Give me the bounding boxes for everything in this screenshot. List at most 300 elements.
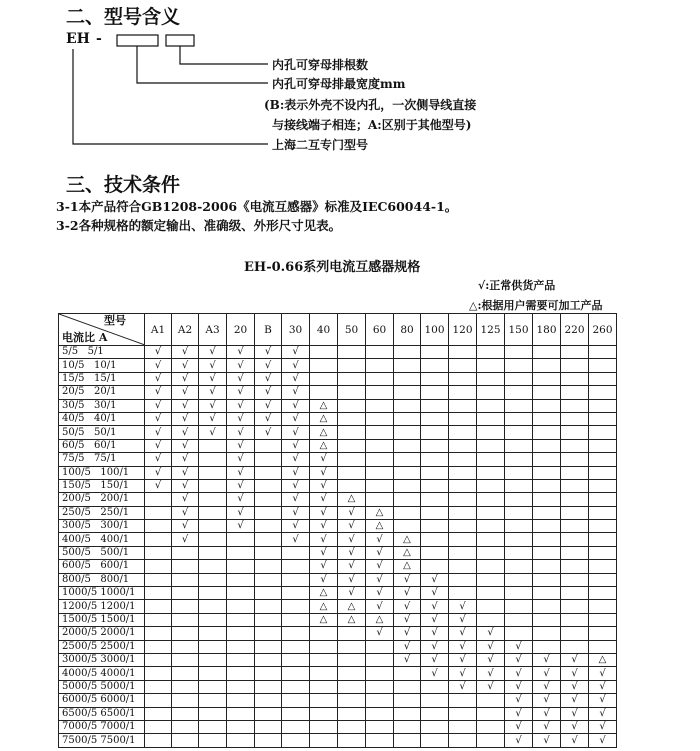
ratio-cell: 1500/5 1500/1: [59, 613, 145, 626]
ratio-cell: 200/5 200/1: [59, 493, 145, 506]
availability-cell: [449, 587, 477, 600]
ratio-cell: 300/5 300/1: [59, 520, 145, 533]
availability-cell: [366, 399, 394, 412]
availability-cell: √: [338, 587, 366, 600]
specification-table: [58, 313, 617, 748]
availability-cell: [199, 694, 227, 707]
model-code-prefix: EH: [66, 31, 90, 47]
availability-cell: [199, 600, 227, 613]
availability-cell: √: [282, 439, 310, 452]
availability-cell: √: [282, 466, 310, 479]
availability-cell: √: [505, 694, 533, 707]
availability-cell: √: [449, 613, 477, 626]
ratio-cell: 6000/5 6000/1: [59, 694, 145, 707]
availability-cell: [533, 439, 561, 452]
availability-cell: [589, 506, 617, 519]
ratio-cell: 5000/5 5000/1: [59, 680, 145, 693]
availability-cell: √: [449, 640, 477, 653]
availability-cell: [394, 493, 421, 506]
availability-cell: [505, 560, 533, 573]
availability-cell: √: [172, 533, 199, 546]
availability-cell: [282, 734, 310, 747]
availability-cell: △: [366, 520, 394, 533]
availability-cell: [366, 720, 394, 733]
availability-cell: √: [145, 386, 172, 399]
availability-cell: [255, 694, 282, 707]
availability-cell: √: [505, 720, 533, 733]
availability-cell: √: [505, 667, 533, 680]
availability-cell: [338, 372, 366, 385]
table-row: [59, 640, 617, 653]
availability-cell: [227, 667, 255, 680]
availability-cell: [310, 707, 338, 720]
table-row: [59, 426, 617, 439]
ratio-cell: 400/5 400/1: [59, 533, 145, 546]
table-row: [59, 587, 617, 600]
section-2-title: 二、型号含义: [66, 6, 181, 28]
availability-cell: [421, 399, 449, 412]
availability-cell: √: [366, 587, 394, 600]
availability-cell: [366, 386, 394, 399]
availability-cell: [505, 399, 533, 412]
availability-cell: [421, 372, 449, 385]
availability-cell: [421, 720, 449, 733]
column-header: 125: [477, 314, 505, 346]
availability-cell: [449, 386, 477, 399]
availability-cell: √: [227, 372, 255, 385]
availability-cell: √: [227, 359, 255, 372]
availability-cell: [505, 506, 533, 519]
table-row: [59, 493, 617, 506]
availability-cell: √: [282, 506, 310, 519]
availability-cell: [145, 653, 172, 666]
availability-cell: √: [145, 399, 172, 412]
availability-cell: [282, 627, 310, 640]
availability-cell: √: [561, 720, 589, 733]
availability-cell: √: [449, 680, 477, 693]
availability-cell: √: [561, 680, 589, 693]
availability-cell: √: [589, 667, 617, 680]
availability-cell: √: [145, 346, 172, 359]
availability-cell: [533, 386, 561, 399]
availability-cell: [477, 426, 505, 439]
availability-cell: √: [227, 346, 255, 359]
availability-cell: [561, 506, 589, 519]
availability-cell: [589, 600, 617, 613]
availability-cell: √: [589, 734, 617, 747]
availability-cell: [477, 346, 505, 359]
availability-cell: [199, 466, 227, 479]
availability-cell: [477, 694, 505, 707]
availability-cell: [282, 653, 310, 666]
availability-cell: √: [227, 506, 255, 519]
availability-cell: [533, 346, 561, 359]
availability-cell: √: [421, 640, 449, 653]
availability-cell: √: [366, 600, 394, 613]
availability-cell: [199, 613, 227, 626]
availability-cell: √: [227, 493, 255, 506]
availability-cell: [561, 613, 589, 626]
availability-cell: [366, 707, 394, 720]
availability-cell: △: [310, 587, 338, 600]
table-row: [59, 720, 617, 733]
availability-cell: √: [561, 694, 589, 707]
availability-cell: [338, 707, 366, 720]
ratio-cell: 15/5 15/1: [59, 372, 145, 385]
column-header: 100: [421, 314, 449, 346]
availability-cell: [394, 346, 421, 359]
availability-cell: [394, 412, 421, 425]
availability-cell: [227, 560, 255, 573]
availability-cell: [338, 453, 366, 466]
availability-cell: [366, 694, 394, 707]
availability-cell: [477, 573, 505, 586]
availability-cell: [505, 453, 533, 466]
availability-cell: [255, 479, 282, 492]
availability-cell: △: [589, 653, 617, 666]
availability-cell: [533, 627, 561, 640]
availability-cell: √: [255, 412, 282, 425]
availability-cell: [199, 479, 227, 492]
availability-cell: [172, 667, 199, 680]
availability-cell: [533, 453, 561, 466]
availability-cell: [366, 453, 394, 466]
availability-cell: [282, 560, 310, 573]
availability-cell: [477, 479, 505, 492]
column-header: 50: [338, 314, 366, 346]
availability-cell: [589, 386, 617, 399]
availability-cell: √: [227, 412, 255, 425]
table-row: [59, 439, 617, 452]
availability-cell: √: [421, 587, 449, 600]
availability-cell: √: [310, 466, 338, 479]
availability-cell: √: [561, 667, 589, 680]
availability-cell: [561, 560, 589, 573]
availability-cell: [589, 573, 617, 586]
availability-cell: [172, 734, 199, 747]
legend-custom: △:根据用户需要可加工产品: [469, 299, 603, 312]
availability-cell: [533, 359, 561, 372]
availability-cell: [421, 359, 449, 372]
ratio-cell: 2000/5 2000/1: [59, 627, 145, 640]
availability-cell: √: [172, 412, 199, 425]
availability-cell: [421, 546, 449, 559]
ratio-cell: 4000/5 4000/1: [59, 667, 145, 680]
column-header: 120: [449, 314, 477, 346]
availability-cell: [338, 466, 366, 479]
corner-label-model: 型号: [104, 314, 126, 327]
availability-cell: [366, 439, 394, 452]
availability-cell: [449, 560, 477, 573]
ratio-cell: 10/5 10/1: [59, 359, 145, 372]
availability-cell: △: [310, 613, 338, 626]
column-header: A3: [199, 314, 227, 346]
availability-cell: [449, 372, 477, 385]
table-row: [59, 533, 617, 546]
availability-cell: [477, 412, 505, 425]
availability-cell: √: [172, 386, 199, 399]
availability-cell: [310, 346, 338, 359]
table-row: [59, 546, 617, 559]
availability-cell: √: [255, 372, 282, 385]
availability-cell: √: [589, 694, 617, 707]
availability-cell: [227, 720, 255, 733]
availability-cell: [172, 680, 199, 693]
column-header: 260: [589, 314, 617, 346]
availability-cell: √: [227, 466, 255, 479]
availability-cell: √: [199, 412, 227, 425]
ratio-cell: 50/5 50/1: [59, 426, 145, 439]
availability-cell: [199, 453, 227, 466]
availability-cell: [338, 667, 366, 680]
ratio-cell: 5/5 5/1: [59, 346, 145, 359]
availability-cell: √: [282, 533, 310, 546]
availability-cell: √: [394, 640, 421, 653]
table-header-row: [59, 314, 617, 346]
availability-cell: [477, 506, 505, 519]
availability-cell: [533, 372, 561, 385]
availability-cell: √: [505, 640, 533, 653]
availability-cell: [199, 640, 227, 653]
availability-cell: [589, 493, 617, 506]
availability-cell: [282, 573, 310, 586]
availability-cell: [338, 359, 366, 372]
availability-cell: [255, 506, 282, 519]
availability-cell: [366, 667, 394, 680]
availability-cell: [394, 426, 421, 439]
availability-cell: √: [310, 533, 338, 546]
table-row: [59, 399, 617, 412]
availability-cell: √: [421, 600, 449, 613]
availability-cell: [561, 372, 589, 385]
ratio-cell: 6500/5 6500/1: [59, 707, 145, 720]
availability-cell: √: [172, 426, 199, 439]
availability-cell: [255, 613, 282, 626]
availability-cell: [394, 466, 421, 479]
corner-label-ratio: 电流比 A: [62, 331, 108, 344]
availability-cell: [505, 466, 533, 479]
availability-cell: √: [172, 346, 199, 359]
availability-cell: [449, 466, 477, 479]
availability-cell: [394, 439, 421, 452]
availability-cell: [145, 627, 172, 640]
availability-cell: [255, 533, 282, 546]
availability-cell: [255, 453, 282, 466]
availability-cell: [505, 600, 533, 613]
availability-cell: [477, 372, 505, 385]
availability-cell: √: [449, 667, 477, 680]
availability-cell: △: [338, 613, 366, 626]
availability-cell: [255, 707, 282, 720]
availability-cell: [282, 600, 310, 613]
availability-cell: √: [172, 466, 199, 479]
availability-cell: [172, 573, 199, 586]
availability-cell: [145, 734, 172, 747]
availability-cell: [199, 627, 227, 640]
availability-cell: [282, 707, 310, 720]
availability-cell: [533, 613, 561, 626]
availability-cell: [227, 680, 255, 693]
availability-cell: √: [145, 466, 172, 479]
availability-cell: √: [145, 453, 172, 466]
availability-cell: [505, 359, 533, 372]
availability-cell: [477, 533, 505, 546]
availability-cell: [394, 399, 421, 412]
ratio-cell: 250/5 250/1: [59, 506, 145, 519]
availability-cell: [199, 533, 227, 546]
availability-cell: [421, 560, 449, 573]
availability-cell: △: [394, 546, 421, 559]
availability-cell: [145, 587, 172, 600]
ratio-cell: 20/5 20/1: [59, 386, 145, 399]
availability-cell: [255, 640, 282, 653]
availability-cell: [477, 734, 505, 747]
availability-cell: √: [338, 506, 366, 519]
availability-cell: √: [227, 520, 255, 533]
availability-cell: [282, 587, 310, 600]
availability-cell: [172, 587, 199, 600]
availability-cell: [199, 680, 227, 693]
availability-cell: [505, 426, 533, 439]
legend-available: √:正常供货产品: [478, 279, 556, 292]
availability-cell: [505, 493, 533, 506]
availability-cell: [394, 479, 421, 492]
availability-cell: [172, 613, 199, 626]
availability-cell: [227, 600, 255, 613]
availability-cell: [505, 546, 533, 559]
availability-cell: [589, 466, 617, 479]
availability-cell: [366, 479, 394, 492]
availability-cell: [282, 694, 310, 707]
availability-cell: [449, 573, 477, 586]
availability-cell: [533, 600, 561, 613]
availability-cell: √: [394, 573, 421, 586]
availability-cell: [589, 372, 617, 385]
availability-cell: [199, 560, 227, 573]
availability-cell: [227, 640, 255, 653]
availability-cell: √: [533, 653, 561, 666]
availability-cell: △: [310, 412, 338, 425]
availability-cell: [145, 560, 172, 573]
availability-cell: √: [310, 479, 338, 492]
availability-cell: [310, 667, 338, 680]
availability-cell: [172, 653, 199, 666]
availability-cell: [477, 386, 505, 399]
availability-cell: [589, 640, 617, 653]
column-header: A1: [145, 314, 172, 346]
availability-cell: [561, 426, 589, 439]
availability-cell: [449, 439, 477, 452]
availability-cell: [533, 493, 561, 506]
availability-cell: [505, 346, 533, 359]
availability-cell: [589, 520, 617, 533]
availability-cell: [394, 707, 421, 720]
availability-cell: △: [310, 439, 338, 452]
availability-cell: √: [282, 520, 310, 533]
availability-cell: [199, 707, 227, 720]
availability-cell: √: [421, 653, 449, 666]
availability-cell: [282, 613, 310, 626]
availability-cell: [449, 359, 477, 372]
availability-cell: [561, 520, 589, 533]
availability-cell: [172, 627, 199, 640]
section-3-title: 三、技术条件: [66, 174, 181, 196]
table-row: [59, 653, 617, 666]
ratio-cell: 800/5 800/1: [59, 573, 145, 586]
availability-cell: √: [282, 412, 310, 425]
availability-cell: [477, 720, 505, 733]
availability-cell: [145, 680, 172, 693]
table-row: [59, 613, 617, 626]
availability-cell: [561, 386, 589, 399]
availability-cell: [477, 466, 505, 479]
availability-cell: √: [477, 667, 505, 680]
availability-cell: [449, 520, 477, 533]
availability-cell: √: [282, 386, 310, 399]
availability-cell: [449, 479, 477, 492]
availability-cell: √: [172, 479, 199, 492]
availability-cell: [172, 600, 199, 613]
availability-cell: √: [338, 520, 366, 533]
availability-cell: √: [227, 426, 255, 439]
availability-cell: √: [172, 372, 199, 385]
availability-cell: [255, 600, 282, 613]
availability-cell: √: [421, 667, 449, 680]
availability-cell: [505, 587, 533, 600]
availability-cell: [505, 573, 533, 586]
availability-cell: [421, 453, 449, 466]
availability-cell: [310, 720, 338, 733]
availability-cell: [255, 627, 282, 640]
table-row: [59, 560, 617, 573]
availability-cell: [421, 439, 449, 452]
availability-cell: [477, 560, 505, 573]
availability-cell: [449, 546, 477, 559]
availability-cell: [310, 627, 338, 640]
table-row: [59, 453, 617, 466]
availability-cell: [589, 627, 617, 640]
availability-cell: [561, 533, 589, 546]
availability-cell: [394, 734, 421, 747]
column-header: 20: [227, 314, 255, 346]
availability-cell: [145, 600, 172, 613]
availability-cell: [449, 694, 477, 707]
availability-cell: [145, 694, 172, 707]
table-row: [59, 707, 617, 720]
availability-cell: [172, 694, 199, 707]
availability-cell: √: [310, 573, 338, 586]
availability-cell: [449, 412, 477, 425]
availability-cell: √: [282, 372, 310, 385]
availability-cell: [199, 720, 227, 733]
availability-cell: [589, 587, 617, 600]
availability-cell: √: [561, 707, 589, 720]
availability-cell: [477, 399, 505, 412]
availability-cell: √: [533, 734, 561, 747]
availability-cell: △: [366, 506, 394, 519]
table-row: [59, 667, 617, 680]
availability-cell: [199, 667, 227, 680]
availability-cell: [561, 346, 589, 359]
availability-cell: √: [505, 653, 533, 666]
tech-condition-line-1: 3-1本产品符合GB1208-2006《电流互感器》标准及IEC60044-1。: [56, 199, 458, 214]
availability-cell: √: [145, 439, 172, 452]
availability-cell: √: [394, 613, 421, 626]
availability-cell: √: [394, 627, 421, 640]
table-row: [59, 412, 617, 425]
column-header: A2: [172, 314, 199, 346]
availability-cell: [145, 533, 172, 546]
